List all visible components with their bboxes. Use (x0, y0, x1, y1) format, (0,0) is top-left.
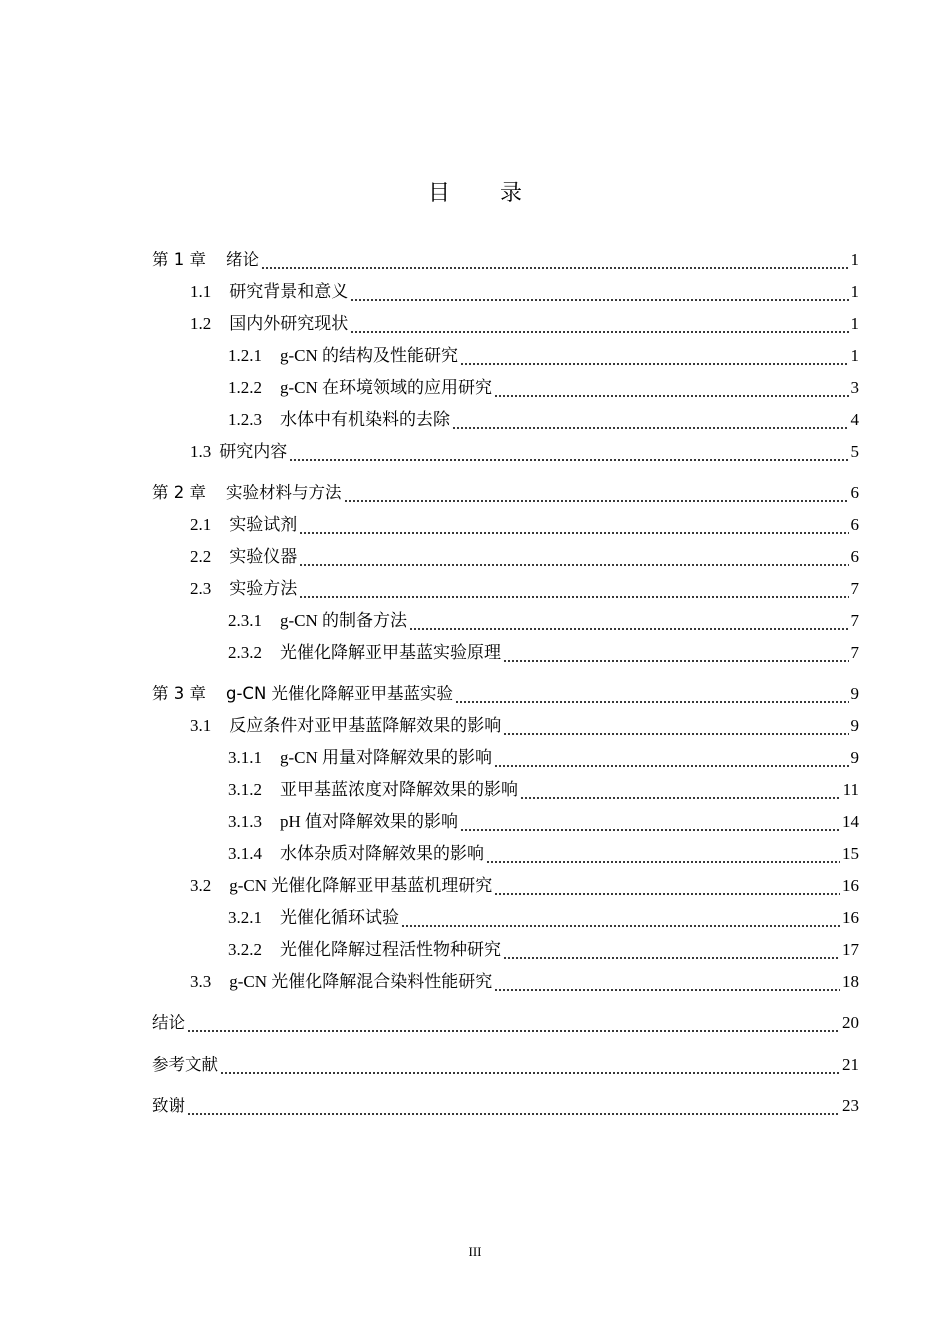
dot-leader (187, 1013, 840, 1035)
toc-page: 9 (850, 748, 859, 767)
toc-entry-3-1[interactable] (190, 714, 859, 738)
toc-entry-2-1[interactable] (190, 513, 859, 537)
toc-entry-1-1[interactable] (190, 280, 859, 304)
toc-entry-acknowledgements[interactable] (152, 1094, 859, 1118)
toc-number: 3.1 (190, 716, 212, 735)
toc-entry-1-3[interactable] (190, 440, 859, 464)
toc-page: 7 (850, 579, 859, 598)
dot-leader (503, 716, 848, 738)
toc-number: 2.2 (190, 547, 212, 566)
toc-page: 3 (850, 378, 859, 397)
toc-text: 结论 (152, 1013, 185, 1032)
toc-text: 绪论 (226, 250, 259, 269)
toc-text: g-CN 用量对降解效果的影响 (280, 748, 493, 767)
toc-text: 光催化循环试验 (280, 908, 399, 927)
toc-entry-3-1-2[interactable] (228, 778, 859, 802)
dot-leader (452, 410, 849, 432)
toc-text: 光催化降解亚甲基蓝实验原理 (280, 643, 501, 662)
toc-page: 1 (850, 282, 859, 301)
dot-leader (261, 250, 849, 272)
dot-leader (486, 844, 840, 866)
toc-text: g-CN 在环境领域的应用研究 (280, 378, 493, 397)
toc-text: 实验试剂 (229, 515, 298, 534)
toc-text: 实验材料与方法 (226, 483, 342, 502)
dot-leader (299, 515, 848, 537)
toc-entry-3-1-3[interactable] (228, 810, 859, 834)
toc-number: 3.3 (190, 972, 212, 991)
dot-leader (350, 282, 848, 304)
toc-page: 23 (842, 1096, 859, 1115)
dot-leader (460, 346, 848, 368)
toc-page: 7 (850, 643, 859, 662)
toc-number: 3.1.3 (228, 812, 262, 831)
toc-text: g-CN 光催化降解亚甲基蓝实验 (226, 684, 454, 703)
toc-entry-chapter-1[interactable] (152, 248, 859, 272)
toc-page: 16 (842, 908, 859, 927)
toc-entry-3-1-4[interactable] (228, 842, 859, 866)
dot-leader (289, 442, 848, 464)
toc-text: g-CN 光催化降解混合染料性能研究 (229, 972, 493, 991)
dot-leader (503, 643, 849, 665)
toc-page: 21 (842, 1055, 859, 1074)
toc-entry-1-2[interactable] (190, 312, 859, 336)
toc-number: 1.2.2 (228, 378, 262, 397)
toc-text: 国内外研究现状 (229, 314, 349, 333)
toc-number: 3.1.4 (228, 844, 262, 863)
toc-text: 水体中有机染料的去除 (280, 410, 450, 429)
toc-text: 亚甲基蓝浓度对降解效果的影响 (280, 780, 518, 799)
toc-number: 3.2.2 (228, 940, 262, 959)
toc-page: 1 (850, 346, 859, 365)
toc-number: 第 2 章 (152, 483, 206, 502)
toc-number: 3.2.1 (228, 908, 262, 927)
toc-page: 20 (842, 1013, 859, 1032)
toc-text: 参考文献 (152, 1055, 218, 1074)
toc-entry-2-3-2[interactable] (228, 641, 859, 665)
toc-text: 实验方法 (229, 579, 298, 598)
toc-entry-conclusion[interactable] (152, 1011, 859, 1035)
toc-page: 5 (850, 442, 859, 461)
toc-text: g-CN 的结构及性能研究 (280, 346, 459, 365)
toc-number: 1.2.3 (228, 410, 262, 429)
dot-leader (460, 812, 840, 834)
dot-leader (455, 684, 848, 706)
toc-page: 1 (850, 250, 859, 269)
toc-number: 3.1.2 (228, 780, 262, 799)
toc-number: 1.2.1 (228, 346, 262, 365)
toc-entry-2-2[interactable] (190, 545, 859, 569)
toc-entry-3-2-1[interactable] (228, 906, 859, 930)
toc-text: pH 值对降解效果的影响 (280, 812, 459, 831)
toc-entry-2-3-1[interactable] (228, 609, 859, 633)
toc-number: 1.2 (190, 314, 212, 333)
toc-number: 2.3.2 (228, 643, 262, 662)
toc-page: 6 (850, 547, 859, 566)
toc-entry-3-3[interactable] (190, 970, 859, 994)
dot-leader (503, 940, 840, 962)
toc-number: 2.1 (190, 515, 212, 534)
title-char-1: 目 (427, 181, 450, 206)
toc-entry-2-3[interactable] (190, 577, 859, 601)
dot-leader (494, 876, 840, 898)
toc-number: 1.3 (190, 442, 212, 461)
toc-entry-1-2-3[interactable] (228, 408, 859, 432)
dot-leader (299, 547, 848, 569)
toc-number: 第 1 章 (152, 250, 206, 269)
toc-number: 第 3 章 (152, 684, 206, 703)
dot-leader (494, 748, 848, 770)
dot-leader (187, 1096, 840, 1118)
dot-leader (401, 908, 840, 930)
dot-leader (494, 972, 840, 994)
toc-entry-1-2-1[interactable] (228, 344, 859, 368)
dot-leader (520, 780, 841, 802)
toc-entry-references[interactable] (152, 1053, 859, 1077)
toc-number: 3.2 (190, 876, 212, 895)
page-number: III (468, 1244, 482, 1259)
toc-page: 9 (850, 716, 859, 735)
toc-text: 致谢 (152, 1096, 185, 1115)
toc-entry-3-2-2[interactable] (228, 938, 859, 962)
dot-leader (350, 314, 848, 336)
dot-leader (344, 483, 849, 505)
dot-leader (220, 1055, 840, 1077)
title-char-2: 录 (500, 181, 523, 206)
toc-text: 反应条件对亚甲基蓝降解效果的影响 (229, 716, 502, 735)
dot-leader (409, 611, 848, 633)
toc-page: 16 (842, 876, 859, 895)
toc-page: 14 (842, 812, 859, 831)
toc-entry-chapter-2[interactable] (152, 481, 859, 505)
toc-number: 2.3 (190, 579, 212, 598)
toc-page: 6 (850, 515, 859, 534)
toc-text: 实验仪器 (229, 547, 298, 566)
toc-text: 光催化降解过程活性物种研究 (280, 940, 501, 959)
toc-entry-3-2[interactable] (190, 874, 859, 898)
toc-number: 3.1.1 (228, 748, 262, 767)
toc-page: 4 (850, 410, 859, 429)
toc-page: 6 (850, 483, 859, 502)
toc-page: 7 (850, 611, 859, 630)
toc-page: 11 (842, 780, 859, 799)
toc-entry-chapter-3[interactable] (152, 682, 859, 706)
toc-entry-3-1-1[interactable] (228, 746, 859, 770)
dot-leader (299, 579, 848, 601)
dot-leader (494, 378, 848, 400)
toc-text: g-CN 的制备方法 (280, 611, 408, 630)
toc-text: g-CN 光催化降解亚甲基蓝机理研究 (229, 876, 493, 895)
toc-number: 1.1 (190, 282, 212, 301)
toc-page: 18 (842, 972, 859, 991)
toc-text: 研究内容 (219, 442, 288, 461)
toc-number: 2.3.1 (228, 611, 262, 630)
toc-text: 水体杂质对降解效果的影响 (280, 844, 484, 863)
toc-page: 17 (842, 940, 859, 959)
toc-entry-1-2-2[interactable] (228, 376, 859, 400)
toc-page: 9 (850, 684, 859, 703)
toc-page: 15 (842, 844, 859, 863)
toc-page: 1 (850, 314, 859, 333)
toc-text: 研究背景和意义 (229, 282, 349, 301)
